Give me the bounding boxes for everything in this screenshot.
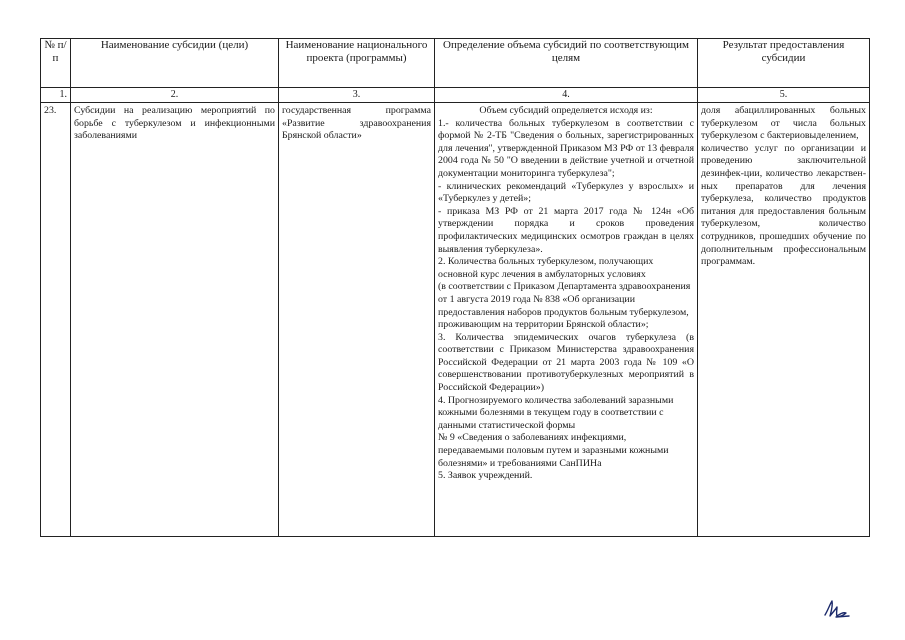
volume-item-3: 3. Количества эпидемических очагов туберкулеза (в соответствии с Приказом Министерства здравоохранения Российской Федерации от 21 марта 2003 года № 109 «О совершенствовании противотуберкулезных мероприятий в Российской Федерации»)	[438, 331, 694, 394]
volume-item-clinical: - клинических рекомендаций «Туберкулез у взрослых» и «Туберкулез у детей»;	[438, 180, 694, 205]
volume-item-5: 5. Заявок учреждений.	[438, 470, 533, 482]
subsidy-table	[40, 38, 870, 537]
column-number-3: 3.	[279, 88, 435, 103]
column-number-5: 5.	[698, 88, 870, 103]
result-share: доля абациллированных больных туберкулезом от числа больных туберкулезом с бактериовыделением,	[701, 105, 866, 142]
column-number-1: 1.	[41, 88, 71, 103]
volume-intro: Объем субсидий определяется исходя из:	[479, 105, 653, 116]
volume-item-2: 2. Количества больных туберкулезом, получающих основной курс лечения в амбулаторных условиях	[438, 256, 654, 280]
volume-item-2-note: (в соответствии с Приказом Департамента здравоохранения от 1 августа 2019 года № 838 «Об организации предоставления наборов продуктов больным туберкулезом, проживающим на территории Брянской области»;	[438, 281, 691, 331]
result-services: количество услуг по организации и проведению заключительной дезинфек-ции, количество лекарствен-ных препаратов для лечения туберкулеза, количество продуктов питания для предоставления больным туберкулезом, количество сотрудников, прошедших обучение по дополнительным профессиональным программам.	[701, 142, 866, 268]
volume-item-1: 1.- количества больных туберкулезом в соответствии с формой № 2-ТБ "Сведения о больных, зарегистрированных для лечения", утвержденной Приказом МЗ РФ от 13 февраля 2004 года № 50 "О введении в действие учетной и отчетной документации мониторинга туберкулеза";	[438, 117, 694, 179]
header-program: Наименование национального проекта (программы)	[279, 39, 435, 88]
signature-mark	[822, 598, 852, 620]
header-row	[41, 39, 870, 88]
volume-item-4: 4. Прогнозируемого количества заболеваний заразными кожными болезнями в текущем году в соответствии с данными статистической формы	[438, 394, 674, 431]
header-result: Результат предоставления субсидии	[698, 39, 870, 88]
table-row	[41, 103, 870, 537]
column-number-4: 4.	[435, 88, 698, 103]
subsidy-name-cell: Субсидии на реализацию мероприятий по борьбе с туберкулезом и инфекционными заболеваниями	[71, 103, 279, 537]
header-volume-definition: Определение объема субсидий по соответствующим целям	[435, 39, 698, 88]
header-subsidy-name: Наименование субсидии (цели)	[71, 39, 279, 88]
volume-item-order: - приказа МЗ РФ от 21 марта 2017 года № 124н «Об утверждении порядка и сроков проведения профилактических медицинских осмотров граждан в целях выявления туберкулеза».	[438, 205, 694, 255]
row-number: 23.	[41, 103, 71, 537]
signature-stroke	[825, 601, 849, 617]
volume-definition-cell	[435, 103, 698, 537]
column-number-row	[41, 88, 870, 103]
program-cell: государственная программа «Развитие здравоохранения Брянской области»	[279, 103, 435, 537]
result-cell	[698, 103, 870, 537]
header-number: № п/п	[41, 39, 71, 88]
volume-item-4-form: № 9 «Сведения о заболеваниях инфекциями, передаваемыми половым путем и заразными кожными болезнями» и требованиями СанПИНа	[438, 432, 669, 469]
column-number-2: 2.	[71, 88, 279, 103]
